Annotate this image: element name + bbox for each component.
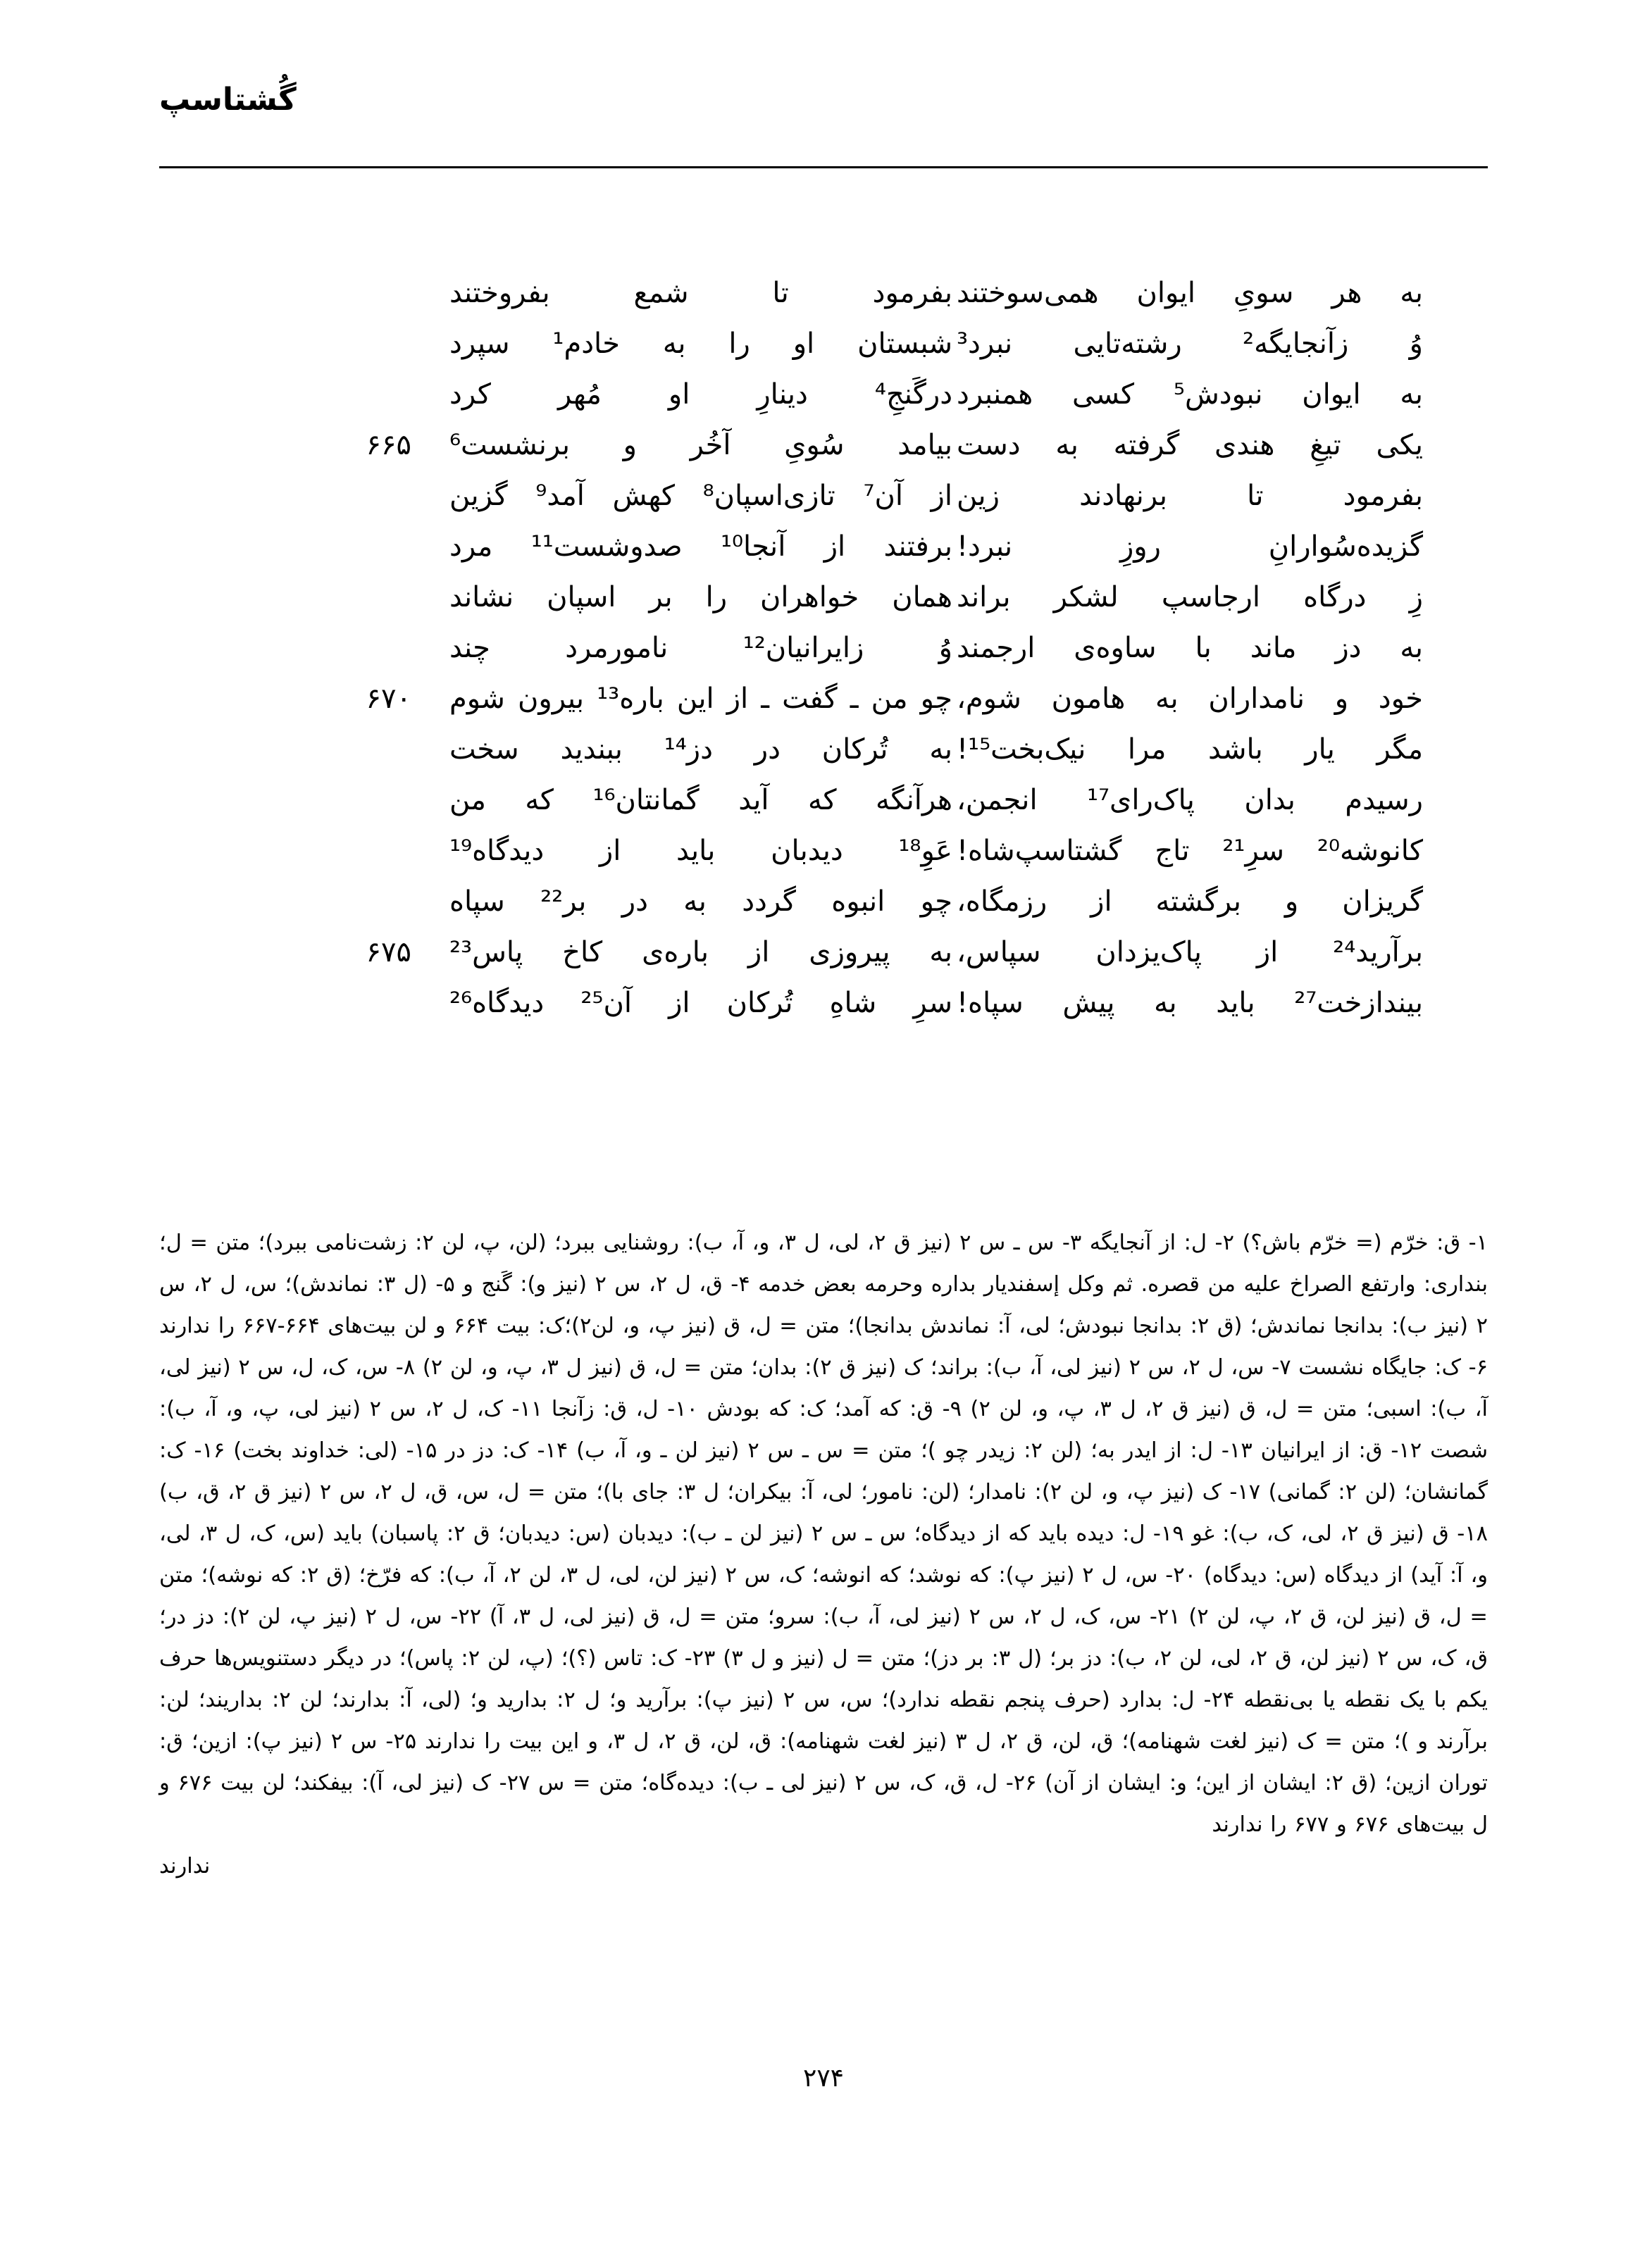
running-head-title: گُشتاسپ [159,82,297,118]
couplet-row [159,775,1488,825]
verse-number: ۶۷۰ [366,683,411,715]
couplet-row [159,876,1488,927]
hemistich-second: مگر یار باشد مرا نیک‌بخت¹⁵! [957,733,1423,766]
couplet-row [159,825,1488,876]
hemistich-second: کانوشه²⁰ سرِ²¹ تاج گشتاسپ‌شاه! [957,835,1423,867]
hemistich-first: هرآنگه که آید گمانتان¹⁶ که من [449,784,952,816]
couplet-row [159,420,1488,471]
hemistich-first: وُ زایرانیان¹² نامورمرد چند [449,632,952,664]
couplet-row [159,369,1488,420]
footnote-tail: ندارند [159,1854,211,1878]
footnote-paragraph: ۱- ق: خرّم (= خرّم باش؟) ۲- ل: از آنجایگه ۳- س ـ س ۲ (نیز ق ۲، لی، ل ۳، و، آ، ب): روشنایی ببرد؛ (لن، پ، لن ۲: زشت‌نامی ببرد)؛ متن = ل؛ بنداری: وارتفع الصراخ علیه من قصره. ثم وكل إسفندیار بداره وحرمه بعض خدمه ۴- ق، ل ۲، س ۲ (نیز و): گَنج و ۵- (ل ۳: نماندش)؛ س، ل ۲، س ۲ (نیز ب): بدانجا نماندش؛ (ق ۲: بدانجا نبودش؛ لی، آ: نماندش بدانجا)؛ متن = ل، ق (نیز پ، و، لن۲)؛ک: بیت ۶۶۴ و لن بیت‌های ۶۶۴-۶۶۷ را ندارند ۶- ک: جایگاه نشست ۷- س، ل ۲، س ۲ (نیز لی، آ، ب): براند؛ ک (نیز ق ۲): بدان؛ متن = ل، ق (نیز ل ۳، پ، و، لن ۲) ۸- س، ک، ل، س ۲ (نیز لی، آ، ب): اسبی؛ متن = ل، ق (نیز ق ۲، ل ۳، پ، و، لن ۲) ۹- ق: که آمد؛ ک: که بودش ۱۰- ل، ق: زآنجا ۱۱- ک، ل ۲، س ۲ (نیز لی، پ، و، آ، ب): شصت ۱۲- ق: از ایرانیان ۱۳- ل: از ایدر به؛ (لن ۲: زیدر چو )؛ متن = س ـ س ۲ (نیز لن ـ و، آ، ب) ۱۴- ک: دز در ۱۵- (لی: خداوند بخت) ۱۶- ک: گمانشان؛ (لن ۲: گمانی) ۱۷- ک (نیز پ، و، لن ۲): نامدار؛ (لن: نامور؛ لی، آ: بیکران؛ ل ۳: جای با)؛ متن = ل، س، ق، ل ۲، س ۲ (نیز ق ۲، ق، ب) ۱۸- ق (نیز ق ۲، لی، ک، ب): غو ۱۹- ل: دیده باید که از دیدگاه؛ س ـ س ۲ (نیز لن ـ ب): دیدبان (س: دیدبان؛ ق ۲: پاسبان) باید (س، ک، ل ۳، لی، و، آ: آید) از دیدگاه (س: دیدگاه) ۲۰- س، ل ۲ (نیز پ): که نوشد؛ که انوشه؛ ک، س ۲ (نیز لن، لی، ل ۳، لن ۲، آ، ب): که فرّخ؛ (ق ۲: که نوشه)؛ متن = ل، ق (نیز لن، ق ۲، پ، لن ۲) ۲۱- س، ک، ل ۲، س ۲ (نیز لی، آ، ب): سرو؛ متن = ل، ق (نیز لی، ل ۳، آ) ۲۲- س، ل ۲ (نیز پ، لن ۲): دز در؛ ق، ک، س ۲ (نیز لن، ق ۲، لی، لن ۲، ب): دز بر؛ (ل ۳: بر دز)؛ متن = ل (نیز و ل ۳) ۲۳- ک: تاس (؟)؛ (پ، لن ۲: پاس)؛ در دیگر دستنویس‌ها حرف یکم با یک نقطه یا بی‌نقطه ۲۴- ل: بدارد (حرف پنجم نقطه ندارد)؛ س، س ۲ (نیز پ): برآرید و؛ ل ۲: بدارید و؛ (لی، آ: بدارند؛ لن ۲: بداریند؛ لن: برآرند و )؛ متن = ک (نیز لغت شهنامه)؛ ق، لن، ق ۲، ل ۳ (نیز لغت شهنامه): ق، لن، ق ۲، ل ۳، و این بیت را ندارند ۲۵- س ۲ (نیز پ): ازین؛ ق: توران ازین؛ (ق ۲: ایشان از این؛ و: ایشان از آن) ۲۶- ل، ق، ک، س ۲ (نیز لی ـ ب): دیده‌گاه؛ متن = س ۲۷- ک (نیز لی، آ): بیفکند؛ لن بیت ۶۷۶ و ل بیت‌های ۶۷۶ و ۶۷۷ را ندارند [159,1230,1488,1837]
hemistich-second: به ایوان نبودش⁵ کسی همنبرد [957,378,1423,411]
verse-number: ۶۷۵ [366,936,411,968]
hemistich-first: به تُرکان در دز¹⁴ ببندید سخت [449,733,952,766]
couplet-row [159,318,1488,369]
couplet-row [159,471,1488,521]
hemistich-second: خود و نامداران به هامون شوم، [957,683,1423,715]
hemistich-second: گزیده‌سُوارانِ روزِ نبرد! [957,530,1423,563]
couplet-row [159,927,1488,978]
hemistich-first: درگَنجِ⁴ دینارِ او مُهر کرد [449,378,952,411]
hemistich-second: رسیدم بدان پاک‌رای¹⁷ انجمن، [957,784,1424,816]
page-number: ۲۷۴ [802,2064,844,2093]
hemistich-second: گریزان و برگشته از رزمگاه، [957,885,1423,918]
running-head [159,82,1488,118]
hemistich-second: وُ زآنجایگه² رشته‌تایی نبرد³ [957,328,1423,360]
couplet-row [159,521,1488,572]
hemistich-second: بیندازخت²⁷ باید به پیش سپاه! [957,987,1423,1019]
hemistich-first: همان خواهران را بر اسپان نشاند [449,581,952,613]
hemistich-second: به دز ماند با ساوه‌ی ارجمند [957,632,1423,664]
hemistich-first: عَوِ¹⁸ دیدبان باید از دیدگاه¹⁹ [449,835,952,867]
couplet-row [159,572,1488,623]
hemistich-second: بفرمود تا برنهادند زین [957,480,1423,512]
hemistich-second: به هر سویِ ایوان همی‌سوختند [957,277,1423,309]
hemistich-first: برفتند از آنجا¹⁰ صدوشست¹¹ مرد [449,530,953,563]
verse-block [159,268,1488,1028]
hemistich-first: سرِ شاهِ تُرکان از آن²⁵ دیدگاه²⁶ [449,987,952,1019]
couplet-row [159,978,1488,1028]
hemistich-first: چو انبوه گردد به در بر²² سپاه [449,885,952,918]
couplet-row [159,724,1488,775]
footnote-apparatus [159,1222,1488,1887]
couplet-row [159,623,1488,673]
couplet-row [159,268,1488,318]
header-rule [159,166,1488,168]
hemistich-second: زِ درگاه ارجاسپ لشکر براند [957,581,1423,613]
hemistich-first: بفرمود تا شمع بفروختند [449,277,952,309]
hemistich-first: بیامد سُویِ آخُر و برنشست⁶ [449,429,952,461]
hemistich-second: یکی تیغِ هندی گرفته به دست [957,429,1423,461]
verse-number: ۶۶۵ [366,429,411,461]
hemistich-first: از آن⁷ تازی‌اسپان⁸ کهش آمد⁹ گزین [449,480,952,512]
hemistich-first: به پیروزی از باره‌ی کاخ پاس²³ [449,936,952,968]
hemistich-first: چو من ـ گفت ـ از این باره¹³ بیرون شوم [449,683,952,715]
hemistich-second: برآرید²⁴ از پاک‌یزدان سپاس، [957,936,1423,968]
hemistich-first: شبستان او را به خادم¹ سپرد [449,328,952,360]
couplet-row [159,673,1488,724]
